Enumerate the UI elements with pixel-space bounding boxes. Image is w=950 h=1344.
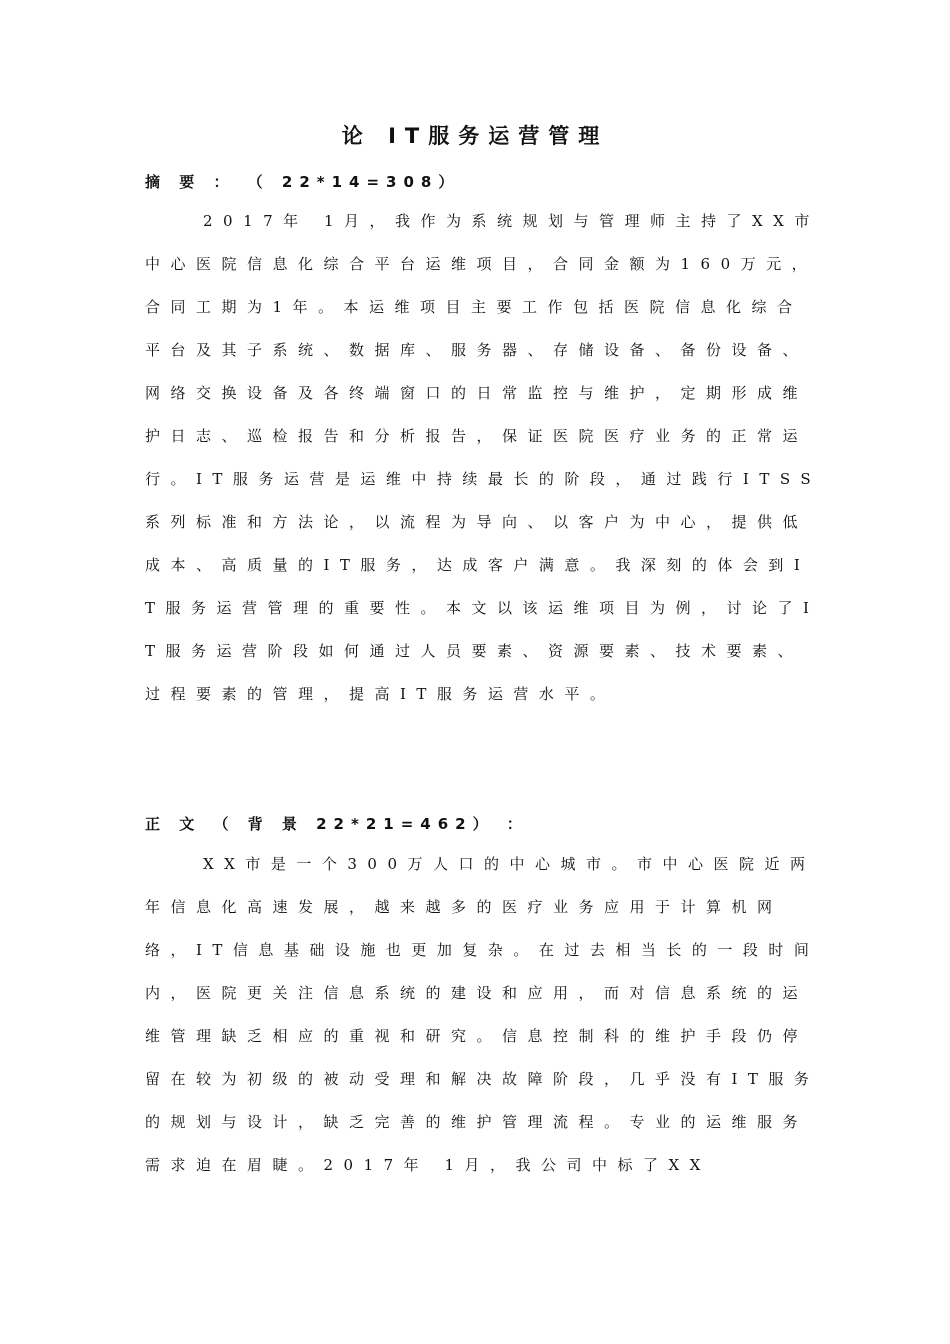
abstract-heading: 摘 要 ： （ 22*14=308） [145, 173, 461, 191]
abstract-paragraph: 2017年 1月，我作为系统规划与管理师主持了XX市中心医院信息化综合平台运维项目，合同金额为160万元，合同工期为1年。本运维项目主要工作包括医院信息化综合平台及其子系统、数据库、服务器、存储设备、备份设备、网络交换设备及各终端窗口的日常监控与维护，定期形成维护日志、巡检报告和分析报告，保证医院医疗业务的正常运行。IT服务运营是运维中持续最长的阶段，通过践行ITSS系列标准和方法论，以流程为导向、以客户为中心，提供低成本、高质量的IT服务，达成客户满意。我深刻的体会到IT服务运营管理的重要性。本文以该运维项目为例，讨论了IT服务运营阶段如何通过人员要素、资源要素、技术要素、过程要素的管理，提高IT服务运营水平。 [145, 212, 822, 703]
body-paragraph: XX市是一个300万人口的中心城市。市中心医院近两年信息化高速发展，越来越多的医疗业务应用于计算机网络，IT信息基础设施也更加复杂。在过去相当长的一段时间内，医院更关注信息系统的建设和应用，而对信息系统的运维管理缺乏相应的重视和研究。信息控制科的维护手段仍停留在较为初级的被动受理和解决故障阶段，几乎没有IT服务的规划与设计，缺乏完善的维护管理流程。专业的运维服务需求迫在眉睫。2017年 1月，我公司中标了XX [145, 855, 820, 1174]
body-heading: 正 文 （ 背 景 22*21=462） ： [145, 815, 529, 833]
document-title: 论 IT服务运营管理 [341, 124, 609, 148]
